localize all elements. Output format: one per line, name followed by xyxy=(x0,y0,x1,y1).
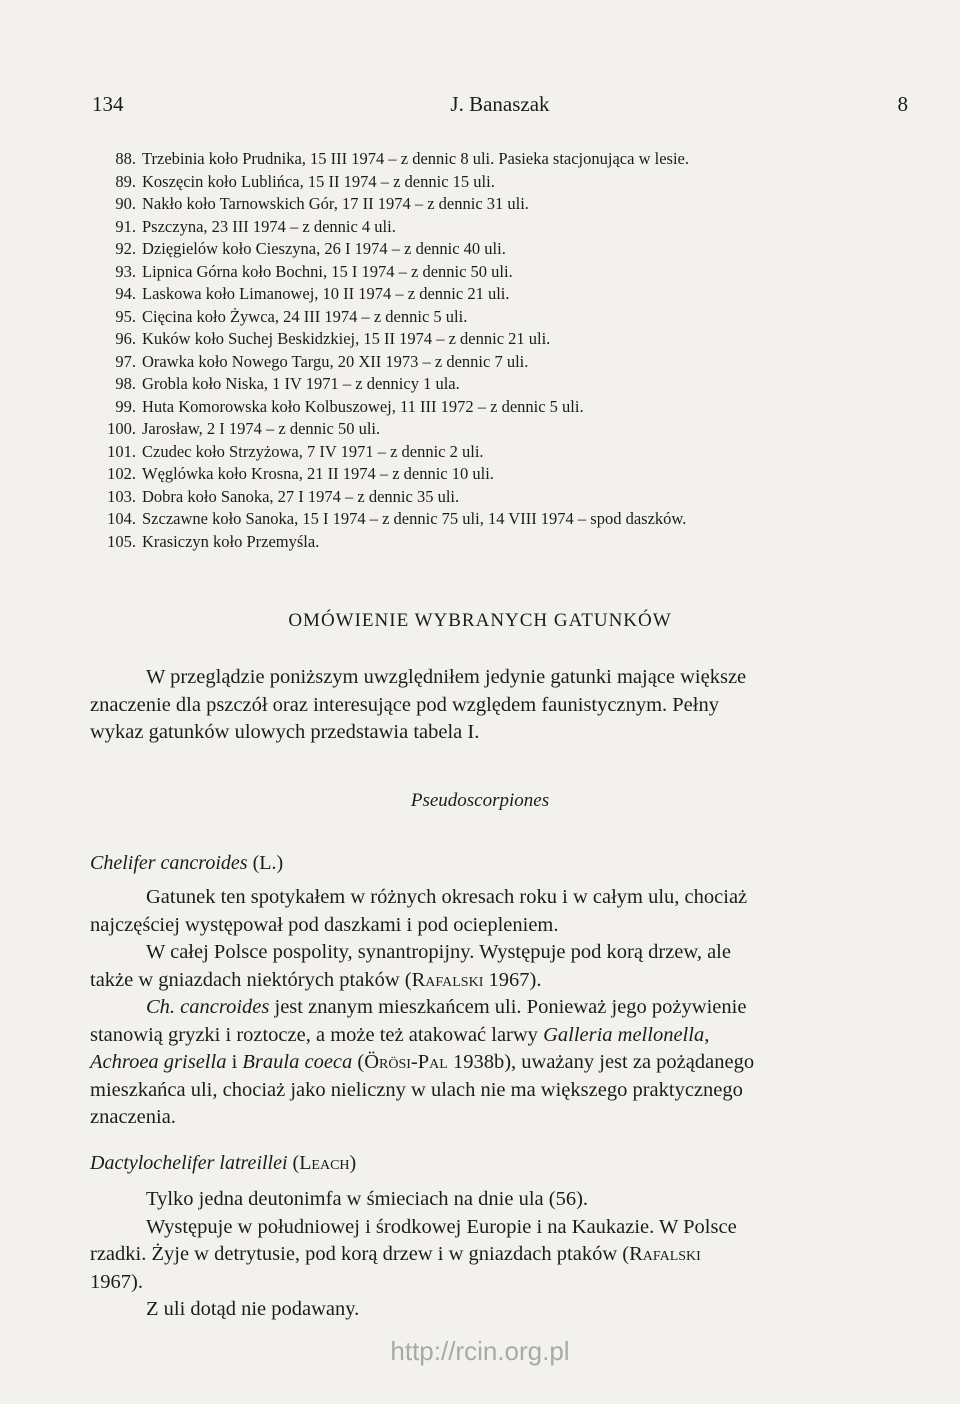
item-number: 101. xyxy=(107,441,136,461)
item-number: 93. xyxy=(115,261,136,281)
text-line xyxy=(90,1022,910,1050)
list-item xyxy=(92,441,932,464)
item-number: 88. xyxy=(115,149,136,168)
text-line: W przeglądzie poniższym uwzględniłem jedynie gatunki mające większe xyxy=(146,666,747,688)
text-line: 1967). xyxy=(90,1270,143,1293)
text-line xyxy=(90,967,910,995)
species-heading-chelifer xyxy=(90,852,283,875)
item-number: 103. xyxy=(107,486,136,506)
item-text: Cięcina koło Żywca, 24 III 1974 – z dennic 5 uli. xyxy=(142,306,468,326)
author-citation: Rafalski xyxy=(411,968,484,991)
taxon-name: Ch. cancroides xyxy=(146,996,270,1018)
list-item xyxy=(92,508,932,531)
text-line: Gatunek ten spotykałem w różnych okresach roku i w całym ulu, chociaż xyxy=(146,886,748,908)
species-author: (Leach) xyxy=(292,1152,357,1174)
item-text: Grobla koło Niska, 1 IV 1971 – z dennicy 1 ula. xyxy=(142,374,460,393)
dactylochelifer-description xyxy=(90,1186,910,1324)
text-line xyxy=(90,994,910,1022)
author-citation: Örösi-Pal xyxy=(364,1051,448,1073)
list-item xyxy=(92,396,932,419)
item-number: 92. xyxy=(115,239,136,258)
item-number: 89. xyxy=(115,171,136,191)
text-run: jest znanym mieszkańcem uli. Ponieważ jego pożywienie xyxy=(269,996,747,1018)
genus-name: Chelifer xyxy=(90,852,156,874)
item-text: Trzebinia koło Prudnika, 15 III 1974 – z dennic 8 uli. Pasieka stacjonująca w lesie. xyxy=(142,149,689,168)
item-number: 100. xyxy=(107,419,136,438)
chelifer-description xyxy=(90,884,910,1132)
list-item xyxy=(92,171,932,194)
item-text: Jarosław, 2 I 1974 – z dennic 50 uli. xyxy=(142,419,381,438)
order-heading: Pseudoscorpiones xyxy=(410,790,550,811)
item-text: Czudec koło Strzyżowa, 7 IV 1971 – z dennic 2 uli. xyxy=(142,441,484,461)
item-text: Kuków koło Suchej Beskidzkiej, 15 II 1974 – z dennic 21 uli. xyxy=(142,329,551,348)
text-run: i xyxy=(226,1051,243,1073)
list-item xyxy=(92,283,932,306)
list-item xyxy=(92,216,932,239)
species-name: latreillei xyxy=(219,1152,288,1174)
list-item xyxy=(92,373,932,396)
text-run: ( xyxy=(352,1051,365,1073)
item-number: 105. xyxy=(107,531,136,551)
text-run: stanowią gryzki i roztocze, a może też atakować larwy xyxy=(90,1023,544,1046)
list-item xyxy=(92,148,932,171)
text-line xyxy=(90,1241,910,1269)
item-text: Lipnica Górna koło Bochni, 15 I 1974 – z dennic 50 uli. xyxy=(142,261,513,281)
list-item xyxy=(92,238,932,261)
item-number: 95. xyxy=(115,306,136,326)
text-line: znaczenia. xyxy=(90,1106,176,1128)
item-text: Dobra koło Sanoka, 27 I 1974 – z dennic 35 uli. xyxy=(142,486,460,506)
item-number: 91. xyxy=(115,216,136,236)
species-author: (L.) xyxy=(252,852,284,874)
text-run: 1967). xyxy=(483,968,542,991)
item-number: 104. xyxy=(107,509,136,528)
text-line: znaczenie dla pszczół oraz interesujące pod względem faunistycznym. Pełny xyxy=(90,693,719,716)
list-item xyxy=(92,486,932,509)
item-text: Węglówka koło Krosna, 21 II 1974 – z dennic 10 uli. xyxy=(142,464,494,483)
list-item xyxy=(92,328,932,351)
list-item xyxy=(92,418,932,441)
text-line: mieszkańca uli, chociaż jako nieliczny w ulach nie ma większego praktycznego xyxy=(90,1078,743,1101)
list-item xyxy=(92,193,932,216)
item-text: Orawka koło Nowego Targu, 20 XII 1973 – z dennic 7 uli. xyxy=(142,351,529,371)
intro-paragraph xyxy=(90,664,910,747)
item-text: Pszczyna, 23 III 1974 – z dennic 4 uli. xyxy=(142,216,396,236)
text-line: wykaz gatunków ulowych przedstawia tabela I. xyxy=(90,721,480,743)
item-text: Szczawne koło Sanoka, 15 I 1974 – z dennic 75 uli, 14 VIII 1974 – spod daszków. xyxy=(142,509,687,528)
text-line: Z uli dotąd nie podawany. xyxy=(146,1298,360,1320)
item-number: 96. xyxy=(115,329,136,348)
source-watermark: http://rcin.org.pl xyxy=(390,1336,570,1366)
item-number: 97. xyxy=(115,351,136,371)
author-citation: Rafalski xyxy=(629,1243,701,1265)
list-item xyxy=(92,261,932,284)
item-number: 99. xyxy=(115,396,136,416)
item-text: Huta Komorowska koło Kolbuszowej, 11 III 1972 – z dennic 5 uli. xyxy=(142,396,584,416)
page-number: 134 xyxy=(92,92,124,116)
section-heading: OMÓWIENIE WYBRANYCH GATUNKÓW xyxy=(288,610,672,631)
item-number: 102. xyxy=(107,464,136,483)
item-number: 98. xyxy=(115,374,136,393)
item-number: 90. xyxy=(115,194,136,213)
text-line xyxy=(90,1049,910,1077)
text-line: Występuje w południowej i środkowej Europie i na Kaukazie. W Polsce xyxy=(146,1215,737,1238)
item-text: Laskowa koło Limanowej, 10 II 1974 – z dennic 21 uli. xyxy=(142,284,510,303)
running-head: J. Banaszak xyxy=(450,92,550,116)
taxon-name: Galleria mellonella, xyxy=(543,1023,710,1046)
species-name: cancroides xyxy=(160,852,248,874)
genus-name: Dactylochelifer xyxy=(90,1152,215,1174)
text-run: rzadki. Żyje w detrytusie, pod korą drzew i w gniazdach ptaków ( xyxy=(90,1243,630,1265)
taxon-name: Braula coeca xyxy=(242,1051,353,1073)
list-item xyxy=(92,306,932,329)
text-line: Tylko jedna deutonimfa w śmieciach na dnie ula (56). xyxy=(146,1188,589,1210)
item-text: Nakło koło Tarnowskich Gór, 17 II 1974 – z dennic 31 uli. xyxy=(142,194,529,213)
page-header xyxy=(92,92,908,126)
text-run: także w gniazdach niektórych ptaków ( xyxy=(90,968,412,991)
text-run: 1938b), uważany jest za pożądanego xyxy=(447,1051,755,1073)
item-text: Koszęcin koło Lublińca, 15 II 1974 – z dennic 15 uli. xyxy=(142,171,495,191)
list-item xyxy=(92,463,932,486)
taxon-name: Achroea grisella xyxy=(90,1051,227,1073)
section-number: 8 xyxy=(897,92,908,116)
item-number: 94. xyxy=(115,284,136,303)
species-heading-dactylochelifer xyxy=(90,1152,356,1175)
text-line: W całej Polsce pospolity, synantropijny. Występuje pod korą drzew, ale xyxy=(146,941,731,963)
list-item xyxy=(92,351,932,374)
item-text: Krasiczyn koło Przemyśla. xyxy=(142,531,320,551)
text-line: najczęściej występował pod daszkami i pod ociepleniem. xyxy=(90,913,559,936)
list-item xyxy=(92,531,932,554)
item-text: Dzięgielów koło Cieszyna, 26 I 1974 – z dennic 40 uli. xyxy=(142,239,506,258)
locality-list xyxy=(92,148,932,553)
